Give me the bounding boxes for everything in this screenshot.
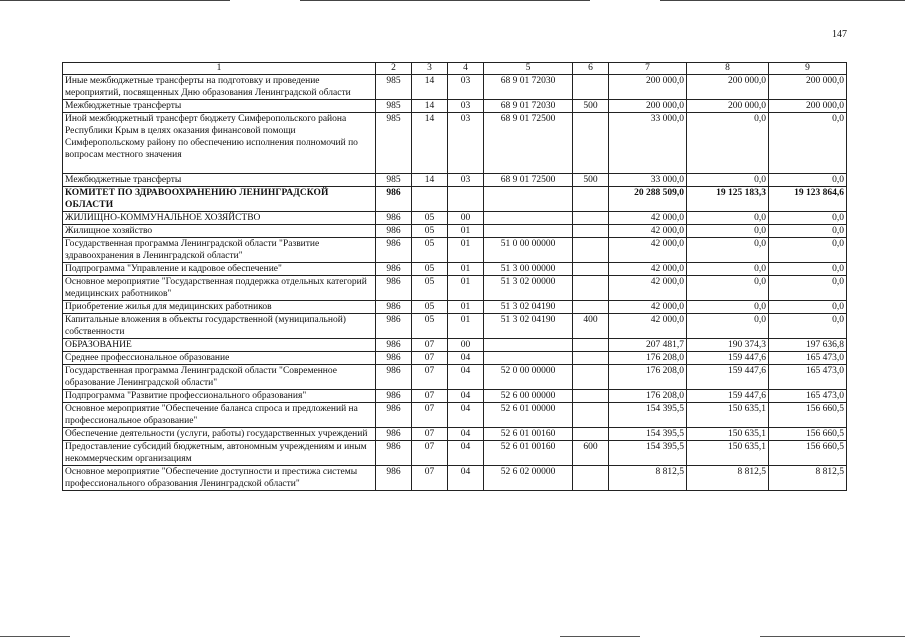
table-row — [63, 212, 847, 225]
subsection-code-cell: 04 — [448, 441, 484, 466]
table-row — [63, 100, 847, 113]
amount-year1-cell: 42 000,0 — [609, 225, 687, 238]
amount-year1-cell: 42 000,0 — [609, 276, 687, 301]
expense-type-cell — [573, 428, 609, 441]
target-article-cell: 51 3 02 04190 — [484, 314, 573, 339]
section-code-cell: 14 — [412, 100, 448, 113]
section-code-cell: 14 — [412, 75, 448, 100]
amount-year1-cell: 42 000,0 — [609, 238, 687, 263]
column-header: 1 — [63, 63, 376, 75]
subsection-code-cell: 00 — [448, 212, 484, 225]
target-article-cell: 51 0 00 00000 — [484, 238, 573, 263]
amount-year2-cell: 19 125 183,3 — [687, 187, 769, 212]
subsection-code-cell: 04 — [448, 466, 484, 491]
grbs-code-cell: 986 — [376, 339, 412, 352]
row-name-cell: Государственная программа Ленинградской области "Современное образование Ленинградской области" — [63, 365, 376, 390]
target-article-cell: 51 3 00 00000 — [484, 263, 573, 276]
grbs-code-cell: 986 — [376, 365, 412, 390]
amount-year1-cell: 42 000,0 — [609, 212, 687, 225]
target-article-cell: 52 6 01 00160 — [484, 441, 573, 466]
grbs-code-cell: 986 — [376, 276, 412, 301]
amount-year3-cell: 0,0 — [769, 314, 847, 339]
amount-year3-cell: 0,0 — [769, 301, 847, 314]
row-name-cell: Иной межбюджетный трансферт бюджету Симферопольского района Республики Крым в целях оказания финансовой помощи Симферопольскому району по обеспечению исполнения полномочий по вопросам местного значения — [63, 113, 376, 174]
row-name-cell: Государственная программа Ленинградской области "Развитие здравоохранения в Ленинградской области" — [63, 238, 376, 263]
section-code-cell — [412, 187, 448, 212]
section-code-cell: 07 — [412, 339, 448, 352]
amount-year3-cell: 0,0 — [769, 113, 847, 174]
target-article-cell: 68 9 01 72030 — [484, 75, 573, 100]
subsection-code-cell: 03 — [448, 75, 484, 100]
grbs-code-cell: 985 — [376, 75, 412, 100]
column-header: 5 — [484, 63, 573, 75]
grbs-code-cell: 986 — [376, 466, 412, 491]
amount-year3-cell: 156 660,5 — [769, 441, 847, 466]
grbs-code-cell: 986 — [376, 225, 412, 238]
column-header: 2 — [376, 63, 412, 75]
amount-year3-cell: 0,0 — [769, 276, 847, 301]
row-name-cell: Межбюджетные трансферты — [63, 100, 376, 113]
expense-type-cell — [573, 390, 609, 403]
section-code-cell: 07 — [412, 352, 448, 365]
grbs-code-cell: 986 — [376, 301, 412, 314]
target-article-cell — [484, 225, 573, 238]
table-row — [63, 263, 847, 276]
section-code-cell: 14 — [412, 174, 448, 187]
column-header: 3 — [412, 63, 448, 75]
section-code-cell: 07 — [412, 403, 448, 428]
section-code-cell: 07 — [412, 441, 448, 466]
table-row — [63, 428, 847, 441]
subsection-code-cell: 04 — [448, 352, 484, 365]
amount-year3-cell: 0,0 — [769, 263, 847, 276]
amount-year2-cell: 200 000,0 — [687, 75, 769, 100]
subsection-code-cell — [448, 187, 484, 212]
column-header: 9 — [769, 63, 847, 75]
table-row — [63, 466, 847, 491]
row-name-cell: Приобретение жилья для медицинских работников — [63, 301, 376, 314]
table-row — [63, 174, 847, 187]
target-article-cell: 68 9 01 72500 — [484, 174, 573, 187]
section-code-cell: 07 — [412, 466, 448, 491]
target-article-cell: 51 3 02 04190 — [484, 301, 573, 314]
grbs-code-cell: 986 — [376, 428, 412, 441]
column-header: 8 — [687, 63, 769, 75]
amount-year2-cell: 159 447,6 — [687, 365, 769, 390]
amount-year3-cell: 165 473,0 — [769, 365, 847, 390]
grbs-code-cell: 985 — [376, 100, 412, 113]
table-row — [63, 301, 847, 314]
row-name-cell: Жилищное хозяйство — [63, 225, 376, 238]
section-code-cell: 07 — [412, 428, 448, 441]
amount-year3-cell: 156 660,5 — [769, 428, 847, 441]
subsection-code-cell: 01 — [448, 225, 484, 238]
grbs-code-cell: 986 — [376, 238, 412, 263]
table-row — [63, 225, 847, 238]
section-code-cell: 07 — [412, 365, 448, 390]
budget-table — [62, 62, 847, 491]
amount-year3-cell: 200 000,0 — [769, 100, 847, 113]
row-name-cell: Подпрограмма "Развитие профессионального образования" — [63, 390, 376, 403]
grbs-code-cell: 986 — [376, 441, 412, 466]
subsection-code-cell: 01 — [448, 238, 484, 263]
subsection-code-cell: 04 — [448, 428, 484, 441]
amount-year2-cell: 0,0 — [687, 238, 769, 263]
amount-year2-cell: 0,0 — [687, 276, 769, 301]
subsection-code-cell: 01 — [448, 263, 484, 276]
target-article-cell — [484, 212, 573, 225]
table-row — [63, 187, 847, 212]
amount-year3-cell: 0,0 — [769, 212, 847, 225]
amount-year2-cell: 0,0 — [687, 113, 769, 174]
row-name-cell: КОМИТЕТ ПО ЗДРАВООХРАНЕНИЮ ЛЕНИНГРАДСКОЙ ОБЛАСТИ — [63, 187, 376, 212]
grbs-code-cell: 985 — [376, 113, 412, 174]
amount-year2-cell: 8 812,5 — [687, 466, 769, 491]
amount-year2-cell: 0,0 — [687, 301, 769, 314]
amount-year1-cell: 42 000,0 — [609, 263, 687, 276]
table-row — [63, 441, 847, 466]
target-article-cell: 52 6 00 00000 — [484, 390, 573, 403]
expense-type-cell — [573, 187, 609, 212]
grbs-code-cell: 986 — [376, 352, 412, 365]
grbs-code-cell: 986 — [376, 403, 412, 428]
row-name-cell: Иные межбюджетные трансферты на подготовку и проведение мероприятий, посвященных Дню образования Ленинградской области — [63, 75, 376, 100]
amount-year1-cell: 33 000,0 — [609, 113, 687, 174]
subsection-code-cell: 03 — [448, 174, 484, 187]
target-article-cell: 51 3 02 00000 — [484, 276, 573, 301]
amount-year1-cell: 176 208,0 — [609, 365, 687, 390]
grbs-code-cell: 986 — [376, 314, 412, 339]
scan-top-border — [0, 0, 905, 2]
section-code-cell: 05 — [412, 225, 448, 238]
expense-type-cell: 500 — [573, 100, 609, 113]
amount-year1-cell: 42 000,0 — [609, 314, 687, 339]
grbs-code-cell: 986 — [376, 390, 412, 403]
subsection-code-cell: 01 — [448, 314, 484, 339]
expense-type-cell — [573, 365, 609, 390]
expense-type-cell — [573, 466, 609, 491]
grbs-code-cell: 986 — [376, 263, 412, 276]
row-name-cell: Среднее профессиональное образование — [63, 352, 376, 365]
table-row — [63, 276, 847, 301]
amount-year2-cell: 150 635,1 — [687, 428, 769, 441]
table-row — [63, 238, 847, 263]
expense-type-cell — [573, 113, 609, 174]
target-article-cell — [484, 187, 573, 212]
section-code-cell: 07 — [412, 390, 448, 403]
amount-year3-cell: 197 636,8 — [769, 339, 847, 352]
expense-type-cell — [573, 75, 609, 100]
section-code-cell: 05 — [412, 263, 448, 276]
expense-type-cell — [573, 276, 609, 301]
page-number: 147 — [832, 29, 847, 40]
expense-type-cell — [573, 301, 609, 314]
amount-year1-cell: 200 000,0 — [609, 75, 687, 100]
section-code-cell: 05 — [412, 276, 448, 301]
row-name-cell: Основное мероприятие "Обеспечение баланса спроса и предложений на профессиональное образование" — [63, 403, 376, 428]
table-row — [63, 352, 847, 365]
subsection-code-cell: 03 — [448, 100, 484, 113]
amount-year3-cell: 165 473,0 — [769, 390, 847, 403]
expense-type-cell — [573, 263, 609, 276]
subsection-code-cell: 01 — [448, 301, 484, 314]
table-row — [63, 365, 847, 390]
amount-year3-cell: 0,0 — [769, 174, 847, 187]
column-header: 4 — [448, 63, 484, 75]
amount-year3-cell: 156 660,5 — [769, 403, 847, 428]
target-article-cell: 52 6 01 00160 — [484, 428, 573, 441]
amount-year1-cell: 176 208,0 — [609, 352, 687, 365]
expense-type-cell — [573, 339, 609, 352]
amount-year3-cell: 165 473,0 — [769, 352, 847, 365]
table-row — [63, 113, 847, 174]
amount-year1-cell: 154 395,5 — [609, 428, 687, 441]
target-article-cell: 68 9 01 72030 — [484, 100, 573, 113]
column-number-row — [63, 63, 847, 75]
amount-year1-cell: 200 000,0 — [609, 100, 687, 113]
amount-year1-cell: 207 481,7 — [609, 339, 687, 352]
amount-year3-cell: 200 000,0 — [769, 75, 847, 100]
amount-year3-cell: 0,0 — [769, 238, 847, 263]
target-article-cell: 52 6 02 00000 — [484, 466, 573, 491]
amount-year2-cell: 0,0 — [687, 314, 769, 339]
amount-year2-cell: 190 374,3 — [687, 339, 769, 352]
row-name-cell: Обеспечение деятельности (услуги, работы) государственных учреждений — [63, 428, 376, 441]
amount-year1-cell: 154 395,5 — [609, 441, 687, 466]
amount-year2-cell: 150 635,1 — [687, 403, 769, 428]
row-name-cell: Предоставление субсидий бюджетным, автономным учреждениям и иным некоммерческим организациям — [63, 441, 376, 466]
section-code-cell: 14 — [412, 113, 448, 174]
expense-type-cell: 400 — [573, 314, 609, 339]
row-name-cell: Основное мероприятие "Государственная поддержка отдельных категорий медицинских работников" — [63, 276, 376, 301]
amount-year1-cell: 33 000,0 — [609, 174, 687, 187]
amount-year1-cell: 20 288 509,0 — [609, 187, 687, 212]
grbs-code-cell: 986 — [376, 187, 412, 212]
expense-type-cell — [573, 238, 609, 263]
amount-year2-cell: 0,0 — [687, 174, 769, 187]
table-row — [63, 390, 847, 403]
target-article-cell: 52 6 01 00000 — [484, 403, 573, 428]
amount-year1-cell: 42 000,0 — [609, 301, 687, 314]
subsection-code-cell: 00 — [448, 339, 484, 352]
expense-type-cell: 500 — [573, 174, 609, 187]
scan-bottom-border — [0, 636, 905, 638]
amount-year2-cell: 159 447,6 — [687, 352, 769, 365]
amount-year2-cell: 0,0 — [687, 225, 769, 238]
row-name-cell: Капитальные вложения в объекты государственной (муниципальной) собственности — [63, 314, 376, 339]
expense-type-cell: 600 — [573, 441, 609, 466]
amount-year3-cell: 0,0 — [769, 225, 847, 238]
row-name-cell: Основное мероприятие "Обеспечение доступности и престижа системы профессионального образования Ленинградской области" — [63, 466, 376, 491]
table-row — [63, 339, 847, 352]
subsection-code-cell: 03 — [448, 113, 484, 174]
grbs-code-cell: 985 — [376, 174, 412, 187]
target-article-cell — [484, 339, 573, 352]
amount-year3-cell: 19 123 864,6 — [769, 187, 847, 212]
target-article-cell: 68 9 01 72500 — [484, 113, 573, 174]
subsection-code-cell: 01 — [448, 276, 484, 301]
table-row — [63, 75, 847, 100]
section-code-cell: 05 — [412, 301, 448, 314]
column-header: 7 — [609, 63, 687, 75]
row-name-cell: Межбюджетные трансферты — [63, 174, 376, 187]
row-name-cell: ЖИЛИЩНО-КОММУНАЛЬНОЕ ХОЗЯЙСТВО — [63, 212, 376, 225]
table-row — [63, 314, 847, 339]
amount-year1-cell: 8 812,5 — [609, 466, 687, 491]
table-body — [63, 75, 847, 491]
section-code-cell: 05 — [412, 212, 448, 225]
target-article-cell: 52 0 00 00000 — [484, 365, 573, 390]
subsection-code-cell: 04 — [448, 390, 484, 403]
amount-year2-cell: 200 000,0 — [687, 100, 769, 113]
row-name-cell: ОБРАЗОВАНИЕ — [63, 339, 376, 352]
amount-year3-cell: 8 812,5 — [769, 466, 847, 491]
amount-year2-cell: 150 635,1 — [687, 441, 769, 466]
subsection-code-cell: 04 — [448, 365, 484, 390]
table-row — [63, 403, 847, 428]
amount-year1-cell: 176 208,0 — [609, 390, 687, 403]
grbs-code-cell: 986 — [376, 212, 412, 225]
section-code-cell: 05 — [412, 314, 448, 339]
amount-year2-cell: 0,0 — [687, 212, 769, 225]
expense-type-cell — [573, 212, 609, 225]
target-article-cell — [484, 352, 573, 365]
column-header: 6 — [573, 63, 609, 75]
section-code-cell: 05 — [412, 238, 448, 263]
expense-type-cell — [573, 225, 609, 238]
amount-year2-cell: 0,0 — [687, 263, 769, 276]
expense-type-cell — [573, 352, 609, 365]
subsection-code-cell: 04 — [448, 403, 484, 428]
amount-year2-cell: 159 447,6 — [687, 390, 769, 403]
row-name-cell: Подпрограмма "Управление и кадровое обеспечение" — [63, 263, 376, 276]
expense-type-cell — [573, 403, 609, 428]
amount-year1-cell: 154 395,5 — [609, 403, 687, 428]
